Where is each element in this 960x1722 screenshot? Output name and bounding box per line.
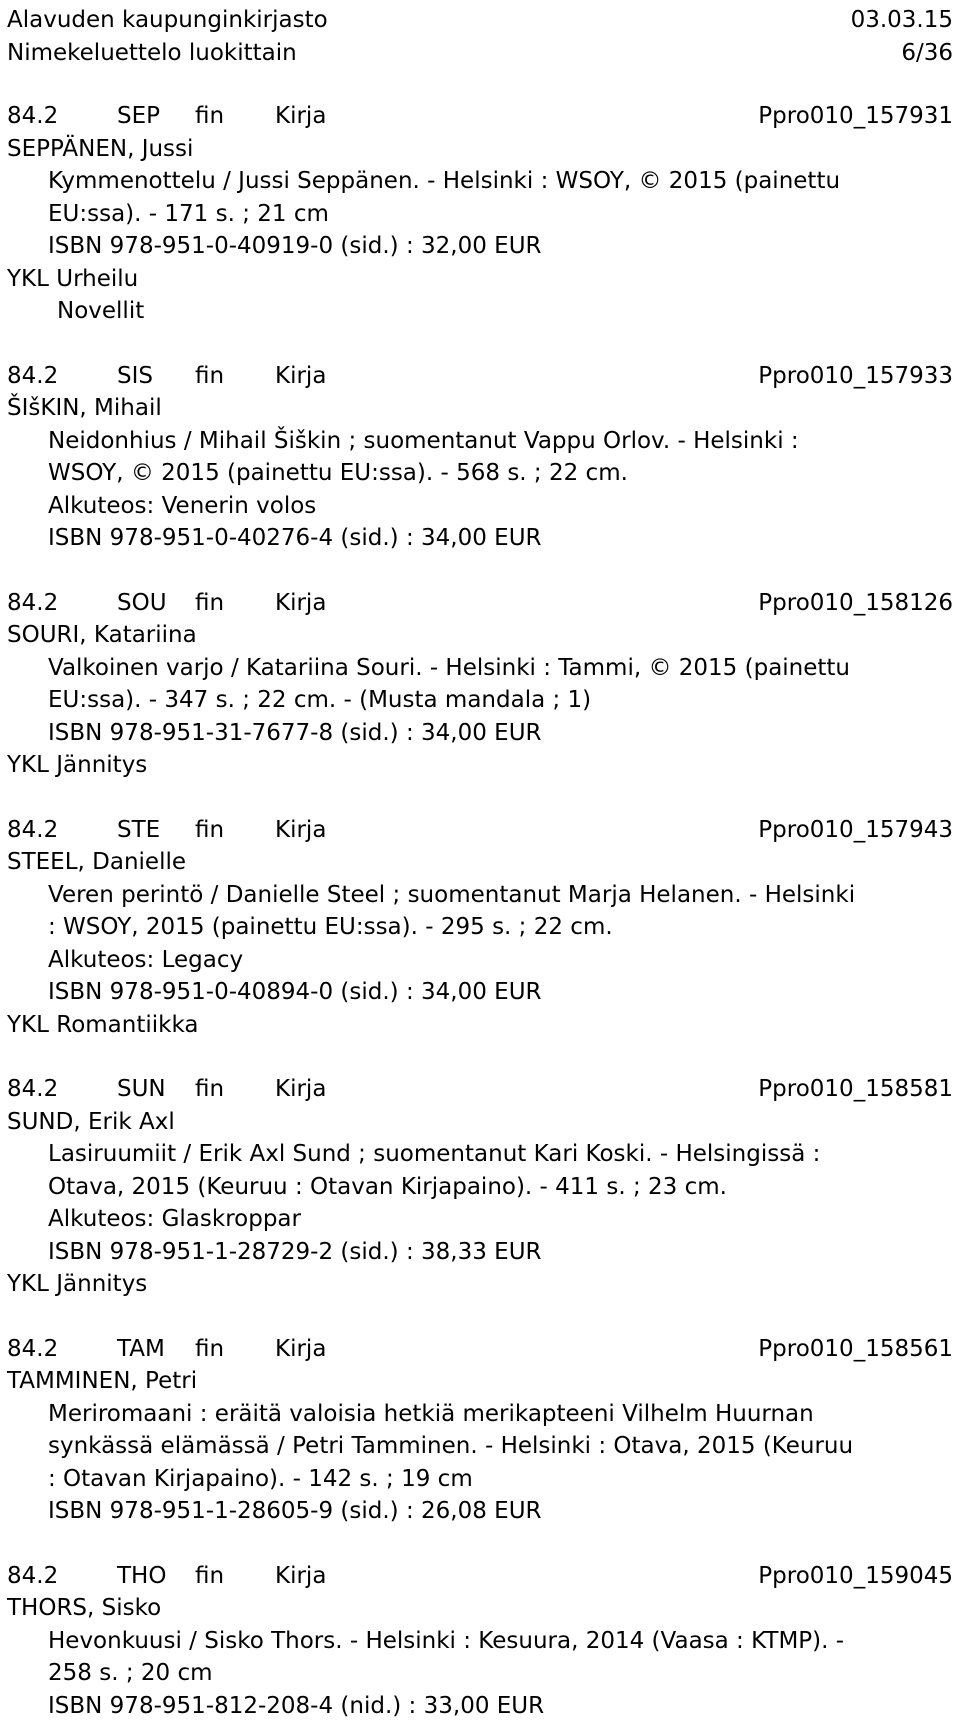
- library-name: Alavuden kaupunginkirjasto: [7, 4, 328, 37]
- entry-head: [7, 1560, 953, 1593]
- language-code: fin: [195, 100, 275, 133]
- record-id: Ppro010_158581: [758, 1073, 953, 1106]
- entry-author: SOURI, Katariina: [7, 619, 953, 652]
- entry-description: Meriromaani : eräitä valoisia hetkiä merikapteeni Vilhelm Huurnan: [7, 1398, 953, 1431]
- entry-ykl: YKL Jännitys: [7, 749, 953, 782]
- entry-description-cont: WSOY, © 2015 (painettu EU:ssa). - 568 s. ; 22 cm.: [7, 457, 953, 490]
- record-id: Ppro010_157943: [758, 814, 953, 847]
- entry-head: [7, 100, 953, 133]
- language-code: fin: [195, 360, 275, 393]
- catalog-entry: [7, 100, 953, 328]
- language-code: fin: [195, 1333, 275, 1366]
- record-id: Ppro010_157931: [758, 100, 953, 133]
- catalog-entry: [7, 1560, 953, 1722]
- class-code: 84.2: [7, 814, 117, 847]
- catalog-entry: [7, 1333, 953, 1528]
- language-code: fin: [195, 1073, 275, 1106]
- entry-author: TAMMINEN, Petri: [7, 1365, 953, 1398]
- class-code: 84.2: [7, 1560, 117, 1593]
- shelf-code: STE: [117, 814, 195, 847]
- entry-isbn: ISBN 978-951-0-40894-0 (sid.) : 34,00 EUR: [7, 976, 953, 1009]
- record-id: Ppro010_159045: [758, 1560, 953, 1593]
- page-number: 6/36: [901, 37, 953, 70]
- catalog-entry: [7, 360, 953, 555]
- entry-description: Lasiruumiit / Erik Axl Sund ; suomentanut Kari Koski. - Helsingissä :: [7, 1138, 953, 1171]
- class-code: 84.2: [7, 360, 117, 393]
- shelf-code: SEP: [117, 100, 195, 133]
- shelf-code: SIS: [117, 360, 195, 393]
- entry-description: Neidonhius / Mihail Šiškin ; suomentanut Vappu Orlov. - Helsinki :: [7, 425, 953, 458]
- catalog-entry: [7, 1073, 953, 1301]
- shelf-code: TAM: [117, 1333, 195, 1366]
- entry-ykl: YKL Romantiikka: [7, 1009, 953, 1042]
- entry-isbn: ISBN 978-951-812-208-4 (nid.) : 33,00 EUR: [7, 1690, 953, 1722]
- record-id: Ppro010_158126: [758, 587, 953, 620]
- entry-author: ŠIšKIN, Mihail: [7, 392, 953, 425]
- page-header: [7, 4, 953, 37]
- shelf-code: SUN: [117, 1073, 195, 1106]
- language-code: fin: [195, 1560, 275, 1593]
- material-type: Kirja: [275, 587, 326, 620]
- material-type: Kirja: [275, 814, 326, 847]
- entry-description: Kymmenottelu / Jussi Seppänen. - Helsinki : WSOY, © 2015 (painettu: [7, 165, 953, 198]
- class-code: 84.2: [7, 587, 117, 620]
- material-type: Kirja: [275, 100, 326, 133]
- language-code: fin: [195, 814, 275, 847]
- entry-ykl: YKL Jännitys: [7, 1268, 953, 1301]
- entry-author: THORS, Sisko: [7, 1592, 953, 1625]
- entry-description-cont: Otava, 2015 (Keuruu : Otavan Kirjapaino). - 411 s. ; 23 cm.: [7, 1171, 953, 1204]
- entry-isbn: ISBN 978-951-0-40919-0 (sid.) : 32,00 EUR: [7, 230, 953, 263]
- entry-head: [7, 360, 953, 393]
- entry-ykl-sub: Novellit: [7, 295, 953, 328]
- entry-description-cont: 258 s. ; 20 cm: [7, 1657, 953, 1690]
- report-date: 03.03.15: [851, 4, 953, 37]
- class-code: 84.2: [7, 1333, 117, 1366]
- entry-description: Valkoinen varjo / Katariina Souri. - Helsinki : Tammi, © 2015 (painettu: [7, 652, 953, 685]
- entry-isbn: ISBN 978-951-1-28605-9 (sid.) : 26,08 EUR: [7, 1495, 953, 1528]
- entry-description-cont: synkässä elämässä / Petri Tamminen. - Helsinki : Otava, 2015 (Keuruu: [7, 1430, 953, 1463]
- catalog-entry: [7, 814, 953, 1042]
- entry-head: [7, 587, 953, 620]
- entry-isbn: ISBN 978-951-31-7677-8 (sid.) : 34,00 EUR: [7, 717, 953, 750]
- shelf-code: SOU: [117, 587, 195, 620]
- entry-head: [7, 814, 953, 847]
- entry-head: [7, 1333, 953, 1366]
- entry-original-title: Alkuteos: Legacy: [7, 944, 953, 977]
- entry-ykl: YKL Urheilu: [7, 263, 953, 296]
- page-subheader: [7, 37, 953, 70]
- entry-description: Hevonkuusi / Sisko Thors. - Helsinki : Kesuura, 2014 (Vaasa : KTMP). -: [7, 1625, 953, 1658]
- entry-isbn: ISBN 978-951-0-40276-4 (sid.) : 34,00 EUR: [7, 522, 953, 555]
- list-title: Nimekeluettelo luokittain: [7, 37, 297, 70]
- record-id: Ppro010_158561: [758, 1333, 953, 1366]
- entry-original-title: Alkuteos: Glaskroppar: [7, 1203, 953, 1236]
- entry-head: [7, 1073, 953, 1106]
- entry-author: SEPPÄNEN, Jussi: [7, 133, 953, 166]
- entry-author: STEEL, Danielle: [7, 846, 953, 879]
- language-code: fin: [195, 587, 275, 620]
- class-code: 84.2: [7, 1073, 117, 1106]
- entry-isbn: ISBN 978-951-1-28729-2 (sid.) : 38,33 EUR: [7, 1236, 953, 1269]
- catalog-page: [7, 4, 953, 1722]
- entry-description: Veren perintö / Danielle Steel ; suomentanut Marja Helanen. - Helsinki: [7, 879, 953, 912]
- material-type: Kirja: [275, 1333, 326, 1366]
- material-type: Kirja: [275, 1560, 326, 1593]
- catalog-entry: [7, 587, 953, 782]
- entry-description-cont: EU:ssa). - 347 s. ; 22 cm. - (Musta mandala ; 1): [7, 684, 953, 717]
- entry-original-title: Alkuteos: Venerin volos: [7, 490, 953, 523]
- entry-author: SUND, Erik Axl: [7, 1106, 953, 1139]
- material-type: Kirja: [275, 1073, 326, 1106]
- entry-description-cont: : WSOY, 2015 (painettu EU:ssa). - 295 s. ; 22 cm.: [7, 911, 953, 944]
- entry-description-cont: EU:ssa). - 171 s. ; 21 cm: [7, 198, 953, 231]
- shelf-code: THO: [117, 1560, 195, 1593]
- entry-description-cont: : Otavan Kirjapaino). - 142 s. ; 19 cm: [7, 1463, 953, 1496]
- material-type: Kirja: [275, 360, 326, 393]
- record-id: Ppro010_157933: [758, 360, 953, 393]
- class-code: 84.2: [7, 100, 117, 133]
